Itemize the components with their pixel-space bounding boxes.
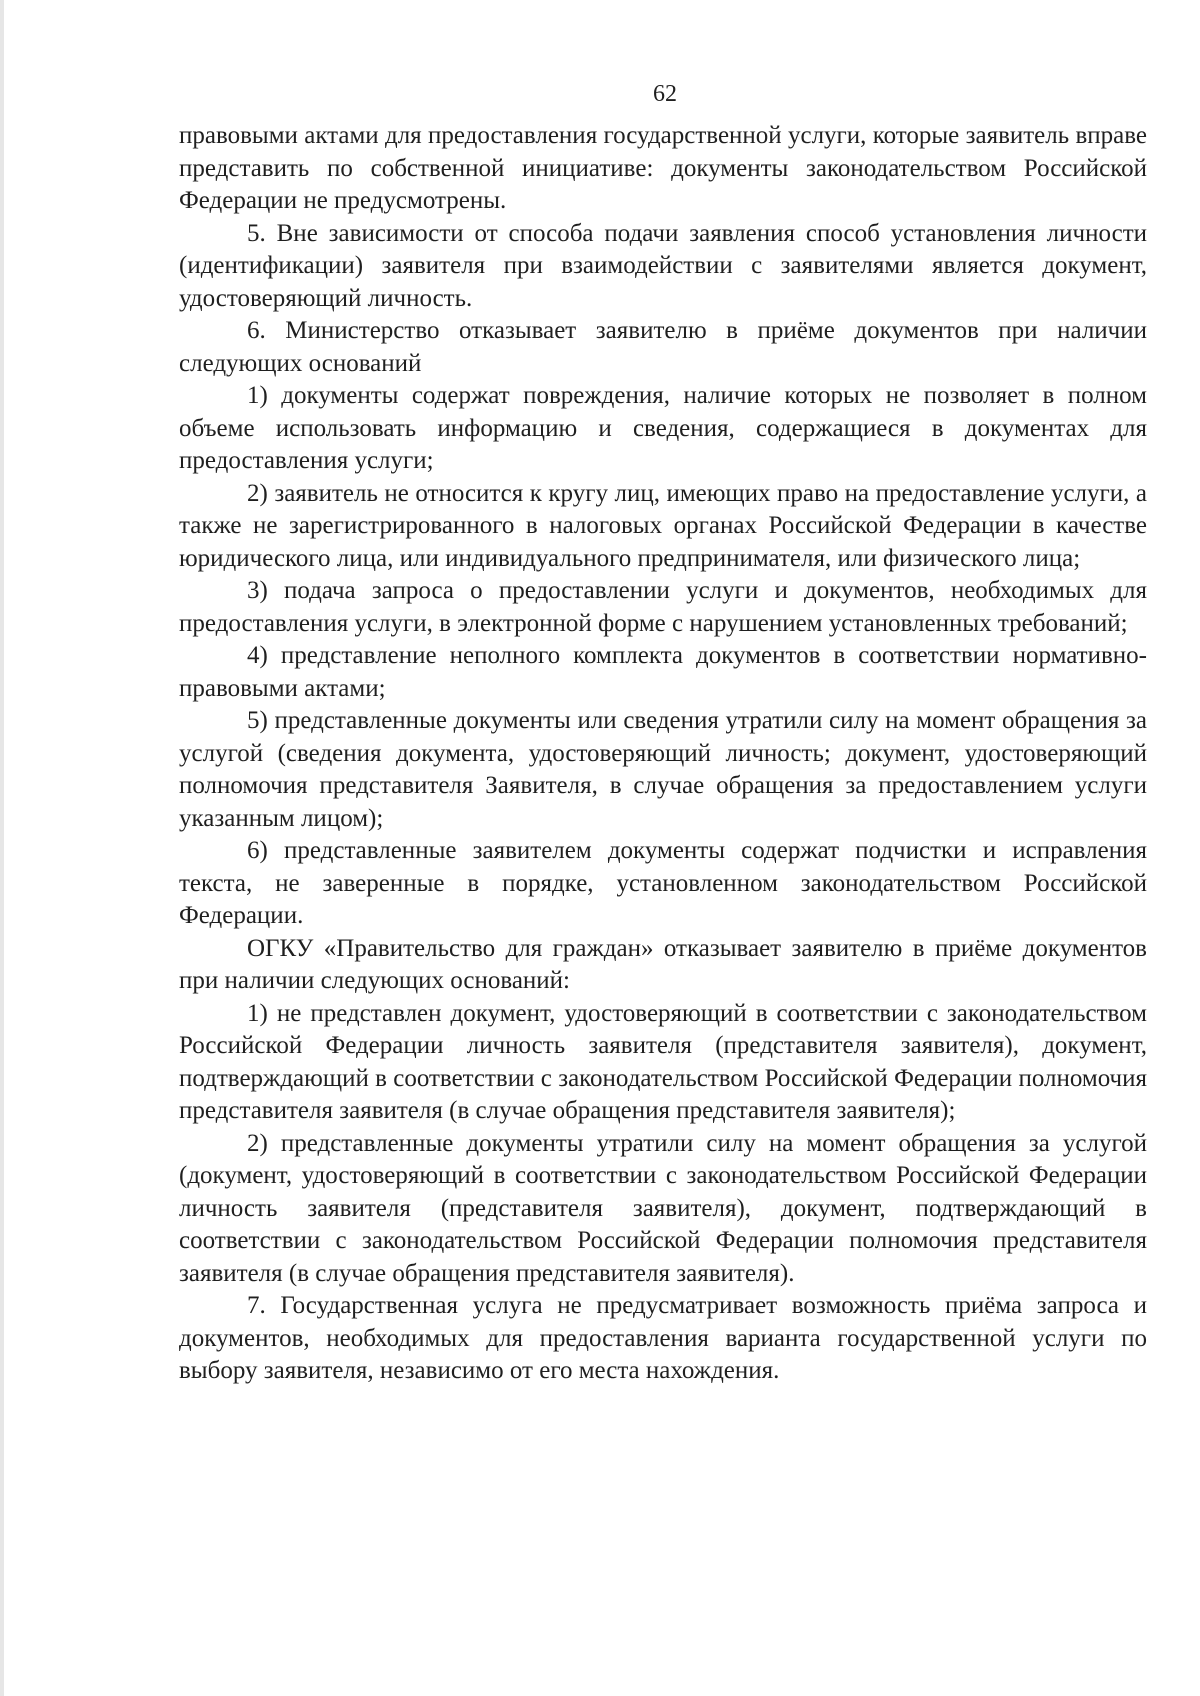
- subitem-ogku-1: 1) не представлен документ, удостоверяющий в соответствии с законодательством Российской Федерации личность заявителя (представителя заявителя), документ, подтверждающий в соответствии с законодательством Российской Федерации полномочия представителя заявителя (в случае обращения представителя заявителя);: [179, 999, 1147, 1124]
- subitem-6-5: 5) представленные документы или сведения утратили силу на момент обращения за услугой (сведения документа, удостоверяющий личность; документ, удостоверяющий полномочия представителя Заявителя, в случае обращения за предоставлением услуги указанным лицом);: [179, 707, 1147, 832]
- paragraph-item-5: 5. Вне зависимости от способа подачи заявления способ установления личности (идентификации) заявителя при взаимодействии с заявителями является документ, удостоверяющий личность.: [179, 219, 1147, 312]
- subitem-6-4: 4) представление неполного комплекта документов в соответствии нормативно-правовыми актами;: [179, 642, 1147, 702]
- subitem-ogku-2: 2) представленные документы утратили силу на момент обращения за услугой (документ, удостоверяющий в соответствии с законодательством Российской Федерации личность заявителя (представителя заявителя), документ, подтверждающий в соответствии с законодательством Российской Федерации полномочия представителя заявителя (в случае обращения представителя заявителя).: [179, 1129, 1147, 1287]
- paragraph-continuation: правовыми актами для предоставления государственной услуги, которые заявитель вправе представить по собственной инициативе: документы законодательством Российской Федерации не предусмотрены.: [179, 122, 1147, 214]
- subitem-6-3: 3) подача запроса о предоставлении услуги и документов, необходимых для предоставления услуги, в электронной форме с нарушением установленных требований;: [179, 577, 1147, 637]
- document-body: [179, 120, 1147, 1388]
- subitem-6-6: 6) представленные заявителем документы содержат подчистки и исправления текста, не заверенные в порядке, установленном законодательством Российской Федерации.: [179, 837, 1147, 929]
- paragraph-ogku: ОГКУ «Правительство для граждан» отказывает заявителю в приёме документов при наличии следующих оснований:: [179, 934, 1147, 994]
- subitem-6-1: 1) документы содержат повреждения, наличие которых не позволяет в полном объеме использовать информацию и сведения, содержащиеся в документах для предоставления услуги;: [179, 382, 1147, 474]
- page-number: 62: [653, 81, 677, 107]
- scan-edge: [0, 0, 4, 1696]
- paragraph-item-7: 7. Государственная услуга не предусматривает возможность приёма запроса и документов, необходимых для предоставления варианта государственной услуги по выбору заявителя, независимо от его места нахождения.: [179, 1292, 1147, 1384]
- subitem-6-2: 2) заявитель не относится к кругу лиц, имеющих право на предоставление услуги, а также не зарегистрированного в налоговых органах Российской Федерации в качестве юридического лица, или индивидуального предпринимателя, или физического лица;: [179, 479, 1147, 572]
- paragraph-item-6: 6. Министерство отказывает заявителю в приёме документов при наличии следующих оснований: [179, 317, 1147, 377]
